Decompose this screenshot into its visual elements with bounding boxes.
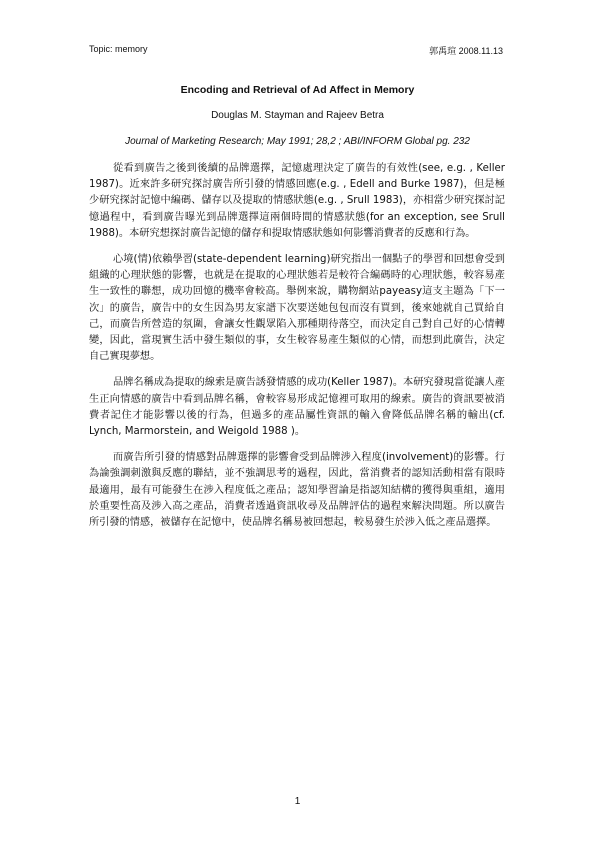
- article-authors: Douglas M. Stayman and Rajeev Betra: [211, 110, 384, 121]
- article-journal: Journal of Marketing Research; May 1991; 28,2 ; ABI/INFORM Global pg. 232: [125, 136, 470, 147]
- paragraph-2: 心境(情)依賴學習(state-dependent learning)研究指出一個點子的學習和回想會受到組織的心理狀態的影響，也就是在提取的心理狀態若是較符合編碼時的心理狀態，較容易產生一致性的聯想，成功回憶的機率會較高。舉例來說，購物網站payeasy這支主題為「下一次」的廣告，廣告中的女生因為男友家譜下次要送她包包而沒有買到，後來她就自己買給自己，而廣告所營造的氛圍，會讓女性觀眾陷入那種期待落空，而決定自己對自己好的心情轉變，因此，當現實生活中發生類似的事，女生較容易產生類似的心情，而想到此廣告，決定自己實現夢想。: [89, 254, 505, 363]
- header-topic: Topic: memory: [89, 44, 148, 54]
- page-number: 1: [294, 796, 301, 807]
- paragraph-4: 而廣告所引發的情感對品牌選擇的影響會受到品牌涉入程度(involvement)的影響。行為論強調刺激與反應的聯結，並不強調思考的過程，因此，當消費者的認知活動相當有限時最適用，最有可能發生在涉入程度低之產品；認知學習論是指認知結構的獲得與重組，適用於重要性高及涉入高之產品，消費者透過資訊收尋及品牌評估的過程來解決問題。所以廣告所引發的情感，被儲存在記憶中，使品牌名稱易被回想起，較易發生於涉入低之產品選擇。: [89, 452, 505, 529]
- paragraph-3: 品牌名稱成為提取的線索是廣告誘發情感的成功(Keller 1987)。本研究發現當從讓人產生正向情感的廣告中看到品牌名稱，會較容易形成記憶裡可取用的線索。廣告的資訊要被消費者記住才能影響以後的行為，但過多的產品屬性資訊的輸入會降低品牌名稱的輸出(cf. Lynch, Marmorstein, and Weigold 1988 )。: [89, 377, 505, 438]
- article-title: Encoding and Retrieval of Ad Affect in Memory: [180, 84, 415, 96]
- article-body: [89, 161, 505, 541]
- paragraph-1: 從看到廣告之後到後續的品牌選擇，記憶處理決定了廣告的有效性(see, e.g. , Keller 1987)。近來許多研究探討廣告所引發的情感回應(e.g. , Edell and Burke 1987)，但是極少研究探討記憶中編碼、儲存以及提取的情感狀態(e.g. , Srull 1983)，亦相當少研究探討記憶過程中，看到廣告曝光到品牌選擇這兩個時間的情感狀態(for an exception, see Srull 1988)。本研究想探討廣告記憶的儲存和提取情感狀態如何影響消費者的反應和行為。: [89, 163, 505, 239]
- header-author-date: 郭禹瑄 2008.11.13: [429, 46, 503, 56]
